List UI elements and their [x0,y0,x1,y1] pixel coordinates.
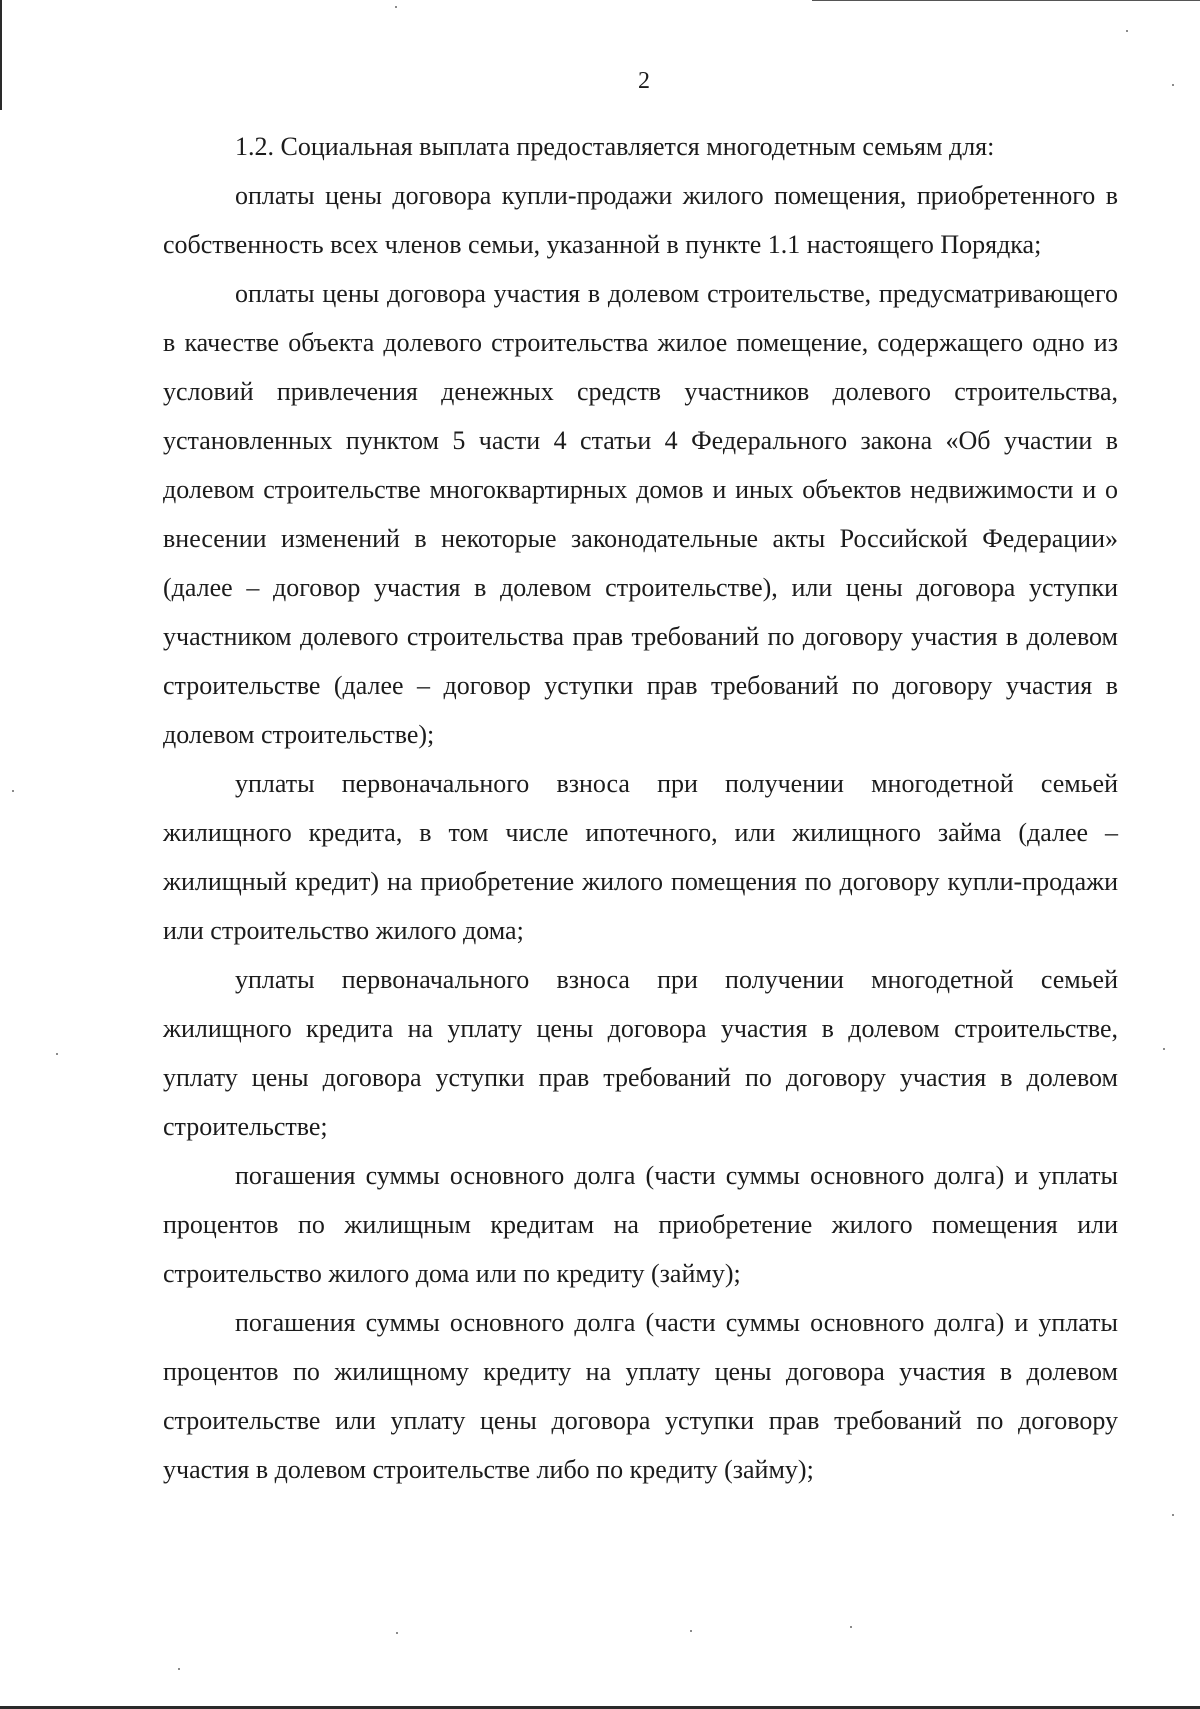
paragraph-loan-repayment-shared: погашения суммы основного долга (части суммы основного долга) и уплаты процентов по жилищному кредиту на уплату цены договора участия в долевом строительстве или уплату цены договора уступки прав требований по договору участия в долевом строительстве либо по кредиту (займу); [163,1308,1118,1484]
paragraph-loan-repayment-purchase: погашения суммы основного долга (части суммы основного долга) и уплаты процентов по жилищным кредитам на приобретение жилого помещения или строительство жилого дома или по кредиту (займу); [163,1161,1118,1288]
scan-speck [56,1053,58,1055]
scan-speck [395,6,397,8]
paragraph-initial-payment-shared: уплаты первоначального взноса при получении многодетной семьей жилищного кредита на уплату цены договора участия в долевом строительстве, уплату цены договора уступки прав требований по договору участия в долевом строительстве; [163,965,1118,1141]
document-body [163,122,1118,1494]
paragraph-shared-construction: оплаты цены договора участия в долевом строительстве, предусматривающего в качестве объекта долевого строительства жилое помещение, содержащего одно из условий привлечения денежных средств участников долевого строительства, установленных пунктом 5 части 4 статьи 4 Федерального закона «Об участии в долевом строительстве многоквартирных домов и иных объектов недвижимости и о внесении изменений в некоторые законодательные акты Российской Федерации» (далее – договор участия в долевом строительстве), или цены договора уступки участником долевого строительства прав требований по договору участия в долевом строительстве (далее – договор уступки прав требований по договору участия в долевом строительстве); [163,279,1118,749]
paragraph-initial-payment-purchase: уплаты первоначального взноса при получении многодетной семьей жилищного кредита, в том числе ипотечного, или жилищного займа (далее – жилищный кредит) на приобретение жилого помещения по договору купли-продажи или строительство жилого дома; [163,769,1118,945]
page-number: 2 [638,68,650,94]
scan-speck [1126,30,1128,32]
scan-edge-top [812,0,1200,1]
scan-speck [850,1626,852,1628]
scan-speck [1163,1048,1165,1050]
scan-speck [178,1668,180,1670]
scan-speck [690,1630,692,1632]
paragraph-intro: 1.2. Социальная выплата предоставляется многодетным семьям для: [235,132,995,161]
scan-speck [1172,1514,1174,1516]
paragraph-purchase-contract: оплаты цены договора купли-продажи жилого помещения, приобретенного в собственность всех членов семьи, указанной в пункте 1.1 настоящего Порядка; [163,181,1118,259]
scan-speck [12,790,14,792]
scan-speck [396,1632,398,1634]
